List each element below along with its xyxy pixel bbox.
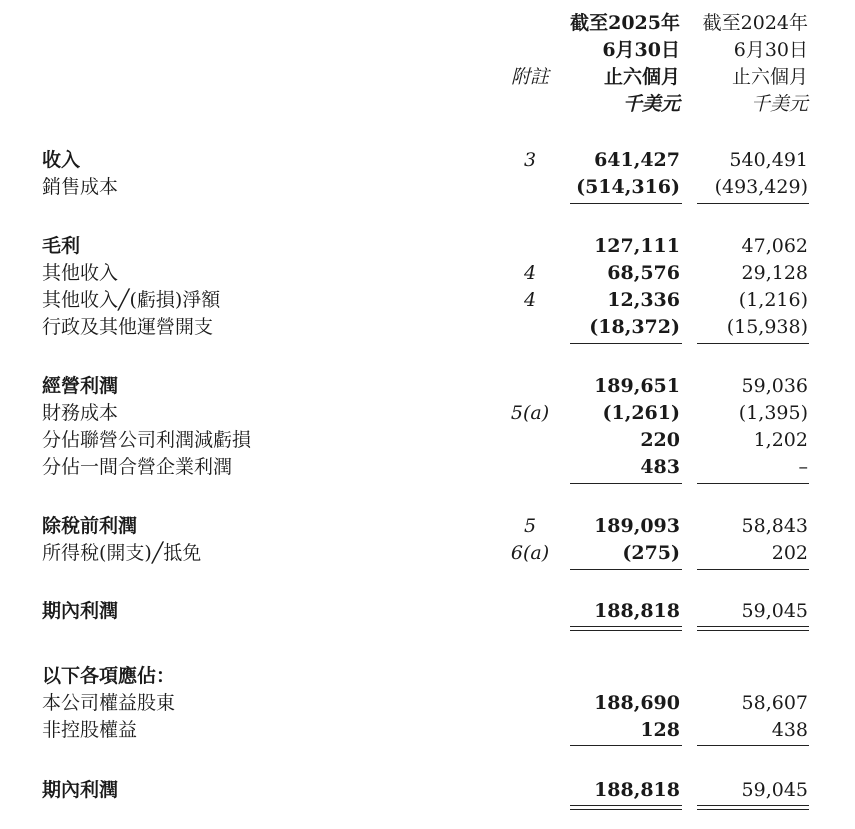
row-value-2025: 128 [640, 719, 680, 741]
table-row [0, 174, 855, 200]
row-value-2025: 220 [640, 429, 680, 451]
row-label: 毛利 [42, 235, 81, 257]
row-label: 其他收入 [42, 262, 119, 284]
row-value-2025: (275) [622, 542, 680, 564]
header-2025-line2: 6月30日 [602, 39, 680, 61]
row-value-2025: (1,261) [602, 402, 680, 424]
row-value-2025: (18,372) [589, 316, 680, 338]
subtotal-rule [697, 569, 809, 570]
table-row [0, 314, 855, 340]
row-value-2024: 202 [771, 542, 808, 564]
header-2024-line2: 6月30日 [733, 39, 808, 61]
table-row [0, 454, 855, 480]
header-2024-line3: 止六個月 [731, 66, 808, 88]
row-value-2025: 12,336 [607, 289, 680, 311]
total-double-rule [697, 626, 809, 631]
table-row [0, 147, 855, 173]
subtotal-rule [570, 483, 682, 484]
row-note: 4 [523, 289, 537, 311]
total-double-rule [570, 805, 682, 810]
row-label: 收入 [42, 149, 81, 171]
table-row [0, 777, 855, 803]
table-row [0, 663, 855, 689]
row-label: 分佔一間合營企業利潤 [42, 456, 233, 478]
row-value-2025: 189,651 [594, 375, 680, 397]
row-value-2024: 58,843 [741, 515, 808, 537]
row-value-2024: 1,202 [753, 429, 808, 451]
table-row [0, 540, 855, 566]
row-value-2024: 59,045 [741, 779, 808, 801]
row-note: 5 [523, 515, 537, 537]
row-label: 除稅前利潤 [42, 515, 138, 537]
row-value-2025: 189,093 [594, 515, 680, 537]
subtotal-rule [570, 569, 682, 570]
header-2025-line3: 止六個月 [603, 66, 680, 88]
table-row [0, 717, 855, 743]
table-row [0, 690, 855, 716]
row-value-2024: 59,036 [741, 375, 808, 397]
row-label: 行政及其他運營開支 [42, 316, 214, 338]
header-2024-unit: 千美元 [750, 93, 808, 115]
row-note: 5(a) [510, 402, 550, 424]
row-value-2024: (15,938) [726, 316, 808, 338]
row-value-2025: 68,576 [607, 262, 680, 284]
row-value-2024: (493,429) [714, 176, 808, 198]
header-2025-unit: 千美元 [622, 93, 680, 115]
row-value-2024: 59,045 [741, 600, 808, 622]
row-value-2025: 641,427 [594, 149, 680, 171]
table-row [0, 233, 855, 259]
table-row [0, 513, 855, 539]
subtotal-rule [697, 483, 809, 484]
header-2025-line1: 截至2025年 [570, 12, 680, 34]
row-value-2024: 47,062 [741, 235, 808, 257]
total-double-rule [570, 626, 682, 631]
row-value-2025: (514,316) [576, 176, 680, 198]
subtotal-rule [697, 343, 809, 344]
row-label: 以下各項應佔： [42, 665, 176, 687]
table-row [0, 260, 855, 286]
table-row [0, 287, 855, 313]
header-2024-line1: 截至2024年 [702, 12, 808, 34]
subtotal-rule [570, 745, 682, 746]
row-value-2025: 188,818 [594, 600, 680, 622]
row-label: 銷售成本 [42, 176, 119, 198]
row-label: 期內利潤 [42, 600, 119, 622]
row-value-2024: (1,216) [738, 289, 808, 311]
table-row [0, 427, 855, 453]
table-row [0, 373, 855, 399]
subtotal-rule [570, 343, 682, 344]
row-note: 4 [523, 262, 537, 284]
row-label: 期內利潤 [42, 779, 119, 801]
row-value-2025: 188,690 [594, 692, 680, 714]
row-value-2024: – [798, 456, 808, 478]
row-value-2024: 438 [771, 719, 808, 741]
table-row [0, 598, 855, 624]
row-value-2025: 188,818 [594, 779, 680, 801]
subtotal-rule [697, 745, 809, 746]
header-note-label: 附註 [510, 66, 549, 88]
row-value-2024: 58,607 [741, 692, 808, 714]
row-value-2025: 483 [640, 456, 680, 478]
row-note: 6(a) [510, 542, 550, 564]
row-label: 經營利潤 [42, 375, 119, 397]
row-note: 3 [523, 149, 537, 171]
row-value-2024: 540,491 [729, 149, 808, 171]
table-row [0, 400, 855, 426]
subtotal-rule [570, 203, 682, 204]
row-value-2024: (1,395) [738, 402, 808, 424]
row-value-2024: 29,128 [741, 262, 808, 284]
row-value-2025: 127,111 [594, 235, 680, 257]
total-double-rule [697, 805, 809, 810]
row-label: 財務成本 [42, 402, 119, 424]
row-label: 分佔聯營公司利潤減虧損 [42, 429, 252, 451]
subtotal-rule [697, 203, 809, 204]
row-label: 本公司權益股東 [42, 692, 176, 714]
row-label: 所得稅(開支)╱抵免 [42, 542, 202, 564]
row-label: 非控股權益 [42, 719, 138, 741]
row-label: 其他收入╱(虧損)淨額 [42, 289, 221, 311]
